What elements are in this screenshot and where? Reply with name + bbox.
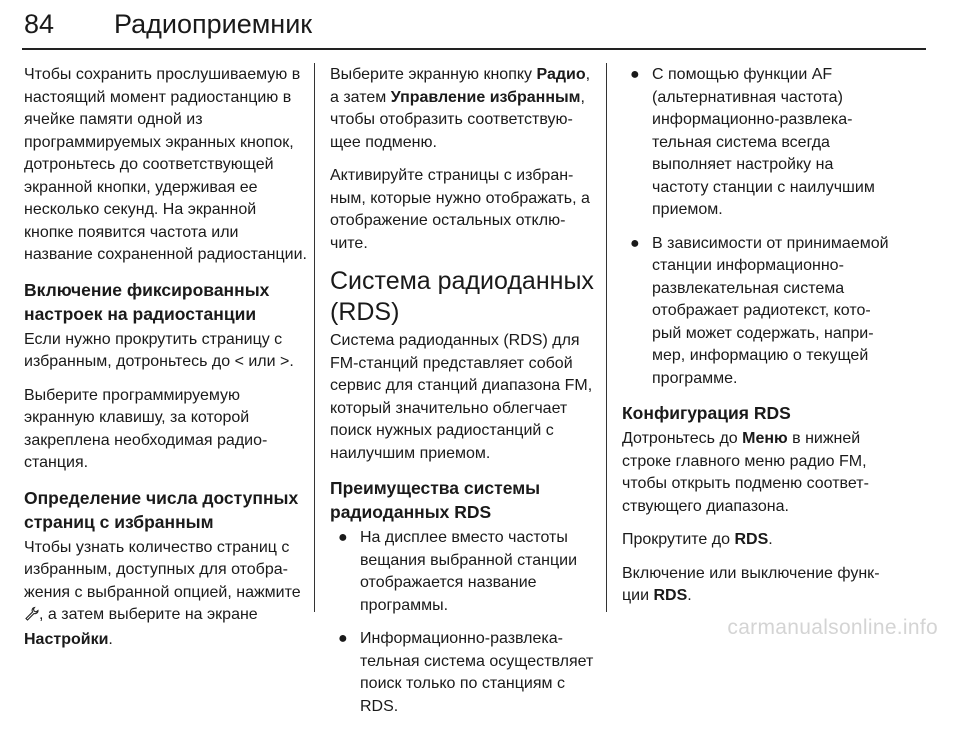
heading-favorites-enable: Включение фиксированных настроек на радиостанции [24, 279, 270, 324]
text-segment: или [243, 353, 281, 370]
list-item-text: Информационно-развлекательная система осуществляет поиск только по станциям с RDS. [360, 630, 594, 715]
bullet-icon: ● [630, 234, 640, 252]
text-segment: Если нужно прокрутить страницу с избранным, дотроньтесь до [24, 330, 283, 370]
manage-favorites-term: Управление избранным [390, 88, 581, 106]
paragraph-scroll-favorites [24, 329, 310, 374]
list-item-text: В зависимости от принимаемой станции информационно-развлекательная система отображает радиотекст, который может содержать, например, информацию о текущей программе. [652, 234, 889, 387]
text-segment: , а затем выберите на экране [39, 606, 258, 623]
heading-rds-config: Конфигурация RDS [622, 403, 791, 423]
text-segment: Чтобы узнать количество страниц с избранным, доступных для отображения с выбранной опцией, нажмите [24, 538, 301, 601]
rds-advantages-list [330, 527, 594, 718]
text-segment: , а затем [330, 66, 591, 106]
column-1 [24, 64, 310, 662]
paragraph-save-station: Чтобы сохранить прослушиваемую в настоящий момент радиостанцию в ячейке памяти одной из программируемых экранных кнопок, дотроньтесь до соответствующей экранной кнопки, удерживая ее несколько секунд. На экранной кнопке появится частота или название сохраненной радиостанции. [24, 66, 307, 263]
paragraph-menu [622, 428, 892, 518]
paragraph-rds-intro: Система радиоданных (RDS) для FM-станций представляет собой сервис для станций диапазона FM, который значительно облегчает поиск нужных радиостанций с наилучшим приемом. [330, 332, 593, 462]
paragraph-pages-count [24, 537, 310, 652]
list-item [330, 527, 594, 617]
column-2 [330, 64, 594, 729]
section-title: Радиоприемник [114, 9, 313, 39]
rds-features-list [622, 64, 892, 390]
text-segment: , чтобы отобразить соответствующее подменю. [330, 88, 585, 151]
list-item [622, 233, 892, 391]
bullet-icon: ● [630, 66, 640, 83]
right-arrow-symbol: > [280, 353, 290, 370]
text-segment: . [289, 353, 294, 370]
rds-term: RDS [734, 531, 769, 548]
text-segment: . [687, 587, 692, 604]
list-item-text: С помощью функции AF (альтернативная частота) информационно-развлекательная система всегда выполняет настройку на частоту станции с наилучшим приемом. [652, 66, 875, 218]
settings-term: Настройки [24, 630, 109, 648]
text-segment: в нижней строке главного меню радио FM, чтобы открыть подменю соответствующего диапазона. [622, 430, 869, 515]
list-item [622, 64, 892, 222]
column-divider-2 [606, 63, 607, 612]
text-segment: . [108, 630, 113, 648]
page-header [22, 0, 926, 50]
paragraph-scroll-rds [622, 529, 892, 552]
text-segment: Дотроньтесь до [622, 430, 743, 447]
left-arrow-symbol: < [234, 353, 244, 370]
heading-favorites-pages: Определение числа доступных страниц с избранным [24, 487, 299, 532]
paragraph-activate-pages: Активируйте страницы с избранным, которые нужно отображать, а отображение остальных отключите. [330, 167, 590, 252]
page-number: 84 [24, 9, 55, 39]
heading-rds: Система радиоданных (RDS) [330, 267, 594, 326]
menu-term: Меню [742, 430, 788, 447]
text-segment: Включение или выключение функции [622, 564, 880, 604]
rds-term: RDS [653, 587, 688, 604]
heading-rds-advantages: Преимущества системы радиоданных RDS [330, 478, 541, 522]
bullet-icon: ● [338, 529, 348, 546]
paragraph-manage-favorites [330, 64, 594, 154]
text-segment: Выберите экранную кнопку [330, 66, 537, 83]
paragraph-select-button: Выберите программируемую экранную клавишу, за которой закреплена необходимая радиостанция. [24, 386, 268, 471]
bullet-icon: ● [338, 630, 348, 647]
paragraph-toggle-rds [622, 563, 892, 608]
text-segment: Прокрутите до [622, 531, 735, 548]
column-divider-1 [314, 63, 315, 612]
text-segment: . [768, 531, 773, 548]
radio-term: Радио [536, 66, 586, 83]
settings-icon [24, 606, 39, 629]
watermark: carmanualsonline.info [727, 616, 938, 639]
list-item-text: На дисплее вместо частоты вещания выбранной станции отображается название программы. [360, 529, 577, 614]
column-3 [622, 64, 892, 619]
